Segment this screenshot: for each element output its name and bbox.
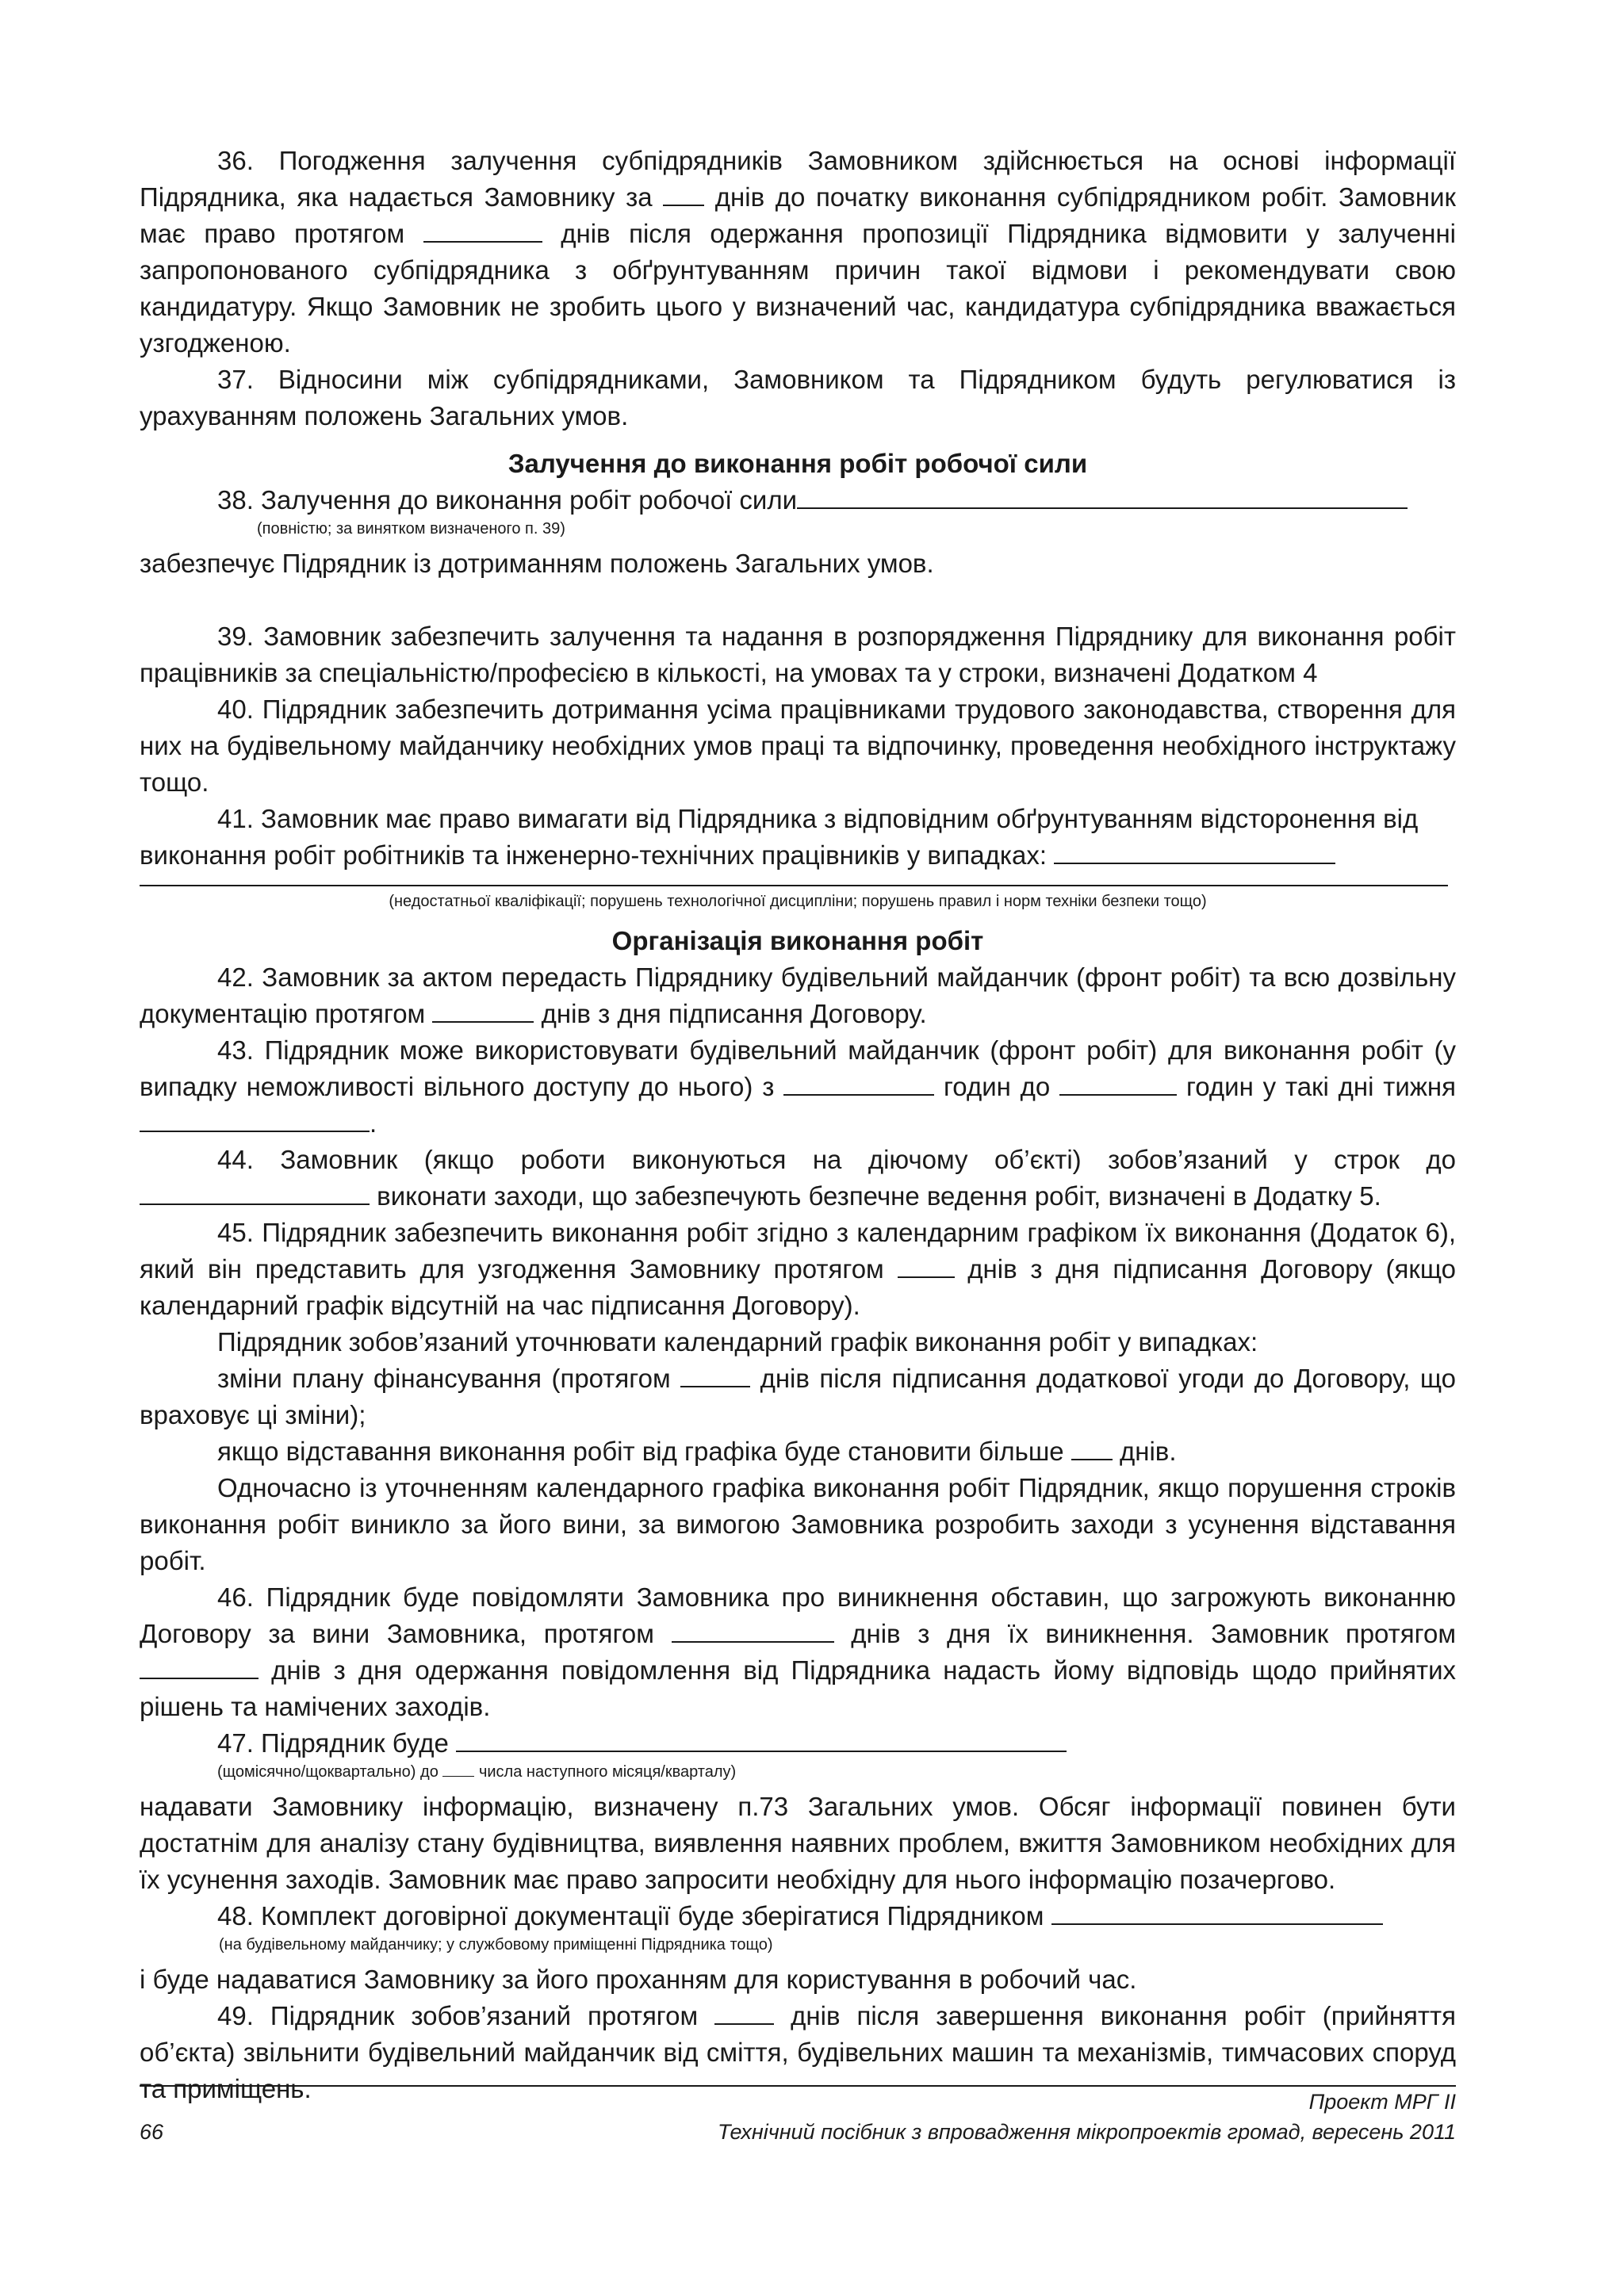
page-number: 66 xyxy=(140,2120,164,2144)
blank-field xyxy=(797,485,1408,509)
footer-divider xyxy=(140,2085,1456,2087)
blank-field xyxy=(663,182,704,206)
paragraph-47-cont: надавати Замовнику інформацію, визначену п.73 Загальних умов. Обсяг інформації повинен бути достатнім для аналізу стану будівництва, виявлення наявних проблем, вжиття Замовником необхідних для їх усунення заходів. Замовник має право запросити необхідну для нього інформацію позачергово. xyxy=(140,1792,1456,1894)
field-hint-48: (на будівельному майданчику; у службовому приміщенні Підрядника тощо) xyxy=(219,1936,773,1954)
paragraph-48-cont: і буде надаватися Замовнику за його проханням для користування в робочий час. xyxy=(140,1965,1137,1994)
paragraph-41: 41. Замовник має право вимагати від Підрядника з відповідним обґрунтуванням відсторонення від виконання робіт робітників та інженерно-технічних працівників у випадках: xyxy=(140,804,1419,870)
document-body xyxy=(140,143,1456,2107)
blank-field xyxy=(140,1108,370,1132)
paragraph-45-delay: якщо відставання виконання робіт від графіка буде становити більше днів. xyxy=(217,1437,1177,1466)
paragraph-36: 36. Погодження залучення субпідрядників Замовником здійснюється на основі інформації Підрядника, яка надається Замовнику за днів до початку виконання субпідрядником робіт. Замовник має право протягом днів після одержання пропозиції Підрядника відмовити у залученні запропонованого субпідрядника з обґрунтуванням причин такої відмови і рекомендувати свою кандидатуру. Якщо Замовник не зробить цього у визначений час, кандидатура субпідрядника вважається узгодженою. xyxy=(140,146,1457,358)
paragraph-44: 44. Замовник (якщо роботи виконуються на діючому об’єкті) зобов’язаний у строк до виконати заходи, що забезпечують безпечне ведення робіт, визначені в Додатку 5. xyxy=(140,1142,1456,1215)
paragraph-48: 48. Комплект договірної документації буде зберігатися Підрядником xyxy=(140,1898,1456,1934)
blank-field xyxy=(140,1655,259,1679)
blank-field xyxy=(1059,1072,1177,1096)
section-heading-organization: Організація виконання робіт xyxy=(611,926,984,955)
blank-field xyxy=(423,219,542,243)
field-hint-41: (недостатньої кваліфікації; порушень технологічної дисципліни; порушень правил і норм техніки безпеки тощо) xyxy=(389,893,1207,910)
paragraph-46: 46. Підрядник буде повідомляти Замовника про виникнення обставин, що загрожують виконанню Договору за вини Замовника, протягом днів з дня їх виникнення. Замовник протягом днів з дня одержання повідомлення від Підрядника надасть йому відповідь щодо прийнятих рішень та намічених заходів. xyxy=(140,1582,1457,1721)
blank-field xyxy=(1054,840,1335,864)
paragraph-47: 47. Підрядник буде xyxy=(140,1725,1456,1762)
paragraph-45: 45. Підрядник забезпечить виконання робіт згідно з календарним графіком їх виконання (Додаток 6), який він представить для узгодження Замовнику протягом днів з дня підписання Договору (якщо календарний графік відсутній на час підписання Договору). xyxy=(140,1218,1456,1320)
footer-publication: Технічний посібник з впровадження мікропроектів громад, вересень 2011 xyxy=(717,2120,1456,2144)
blank-field xyxy=(140,1181,370,1205)
blank-field xyxy=(680,1364,750,1387)
blank-field xyxy=(1051,1901,1383,1925)
paragraph-37: 37. Відносини між субпідрядниками, Замовником та Підрядником будуть регулюватися із урахуванням положень Загальних умов. xyxy=(140,365,1456,430)
paragraph-45-financing: зміни плану фінансування (протягом днів після підписання додаткової угоди до Договору, що враховує ці зміни); xyxy=(140,1364,1456,1429)
field-hint-47: (щомісячно/щоквартально) до числа наступного місяця/кварталу) xyxy=(217,1763,737,1781)
paragraph-45-cases: Підрядник зобов’язаний уточнювати календарний графік виконання робіт у випадках: xyxy=(217,1327,1258,1357)
blank-field xyxy=(898,1254,955,1278)
blank-field xyxy=(442,1762,474,1777)
paragraph-38: 38. Залучення до виконання робіт робочої сили xyxy=(140,482,1456,519)
paragraph-39: 39. Замовник забезпечить залучення та надання в розпорядження Підряднику для виконання робіт працівників за спеціальністю/професією в кількості, на умовах та у строки, визначені Додатком 4 xyxy=(140,622,1456,687)
paragraph-49: 49. Підрядник зобов’язаний протягом днів після завершення виконання робіт (прийняття об’єкта) звільнити будівельний майданчик від сміття, будівельних машин та механізмів, тимчасових споруд та приміщень. xyxy=(140,2001,1457,2103)
paragraph-38-cont: забезпечує Підрядник із дотриманням положень Загальних умов. xyxy=(140,549,934,578)
paragraph-45-measures: Одночасно із уточненням календарного графіка виконання робіт Підрядник, якщо порушення строків виконання робіт виникло за його вини, за вимогою Замовника розробить заходи з усунення відставання робіт. xyxy=(140,1473,1456,1575)
footer-project: Проект МРГ ІІ xyxy=(1308,2090,1456,2114)
paragraph-43: 43. Підрядник може використовувати будівельний майданчик (фронт робіт) для виконання робіт (у випадку неможливості вільного доступу до нього) з годин до годин у такі дні тижня . xyxy=(140,1035,1456,1138)
paragraph-42: 42. Замовник за актом передасть Підряднику будівельний майданчик (фронт робіт) та всю дозвільну документацію протягом днів з дня підписання Договору. xyxy=(140,962,1456,1028)
paragraph-40: 40. Підрядник забезпечить дотримання усіма працівниками трудового законодавства, створення для них на будівельному майданчику необхідних умов праці та відпочинку, проведення необхідного інструктажу тощо. xyxy=(140,695,1456,797)
blank-field xyxy=(432,999,534,1023)
section-heading-labour: Залучення до виконання робіт робочої сили xyxy=(508,449,1088,478)
blank-field xyxy=(672,1619,834,1643)
blank-field xyxy=(456,1728,1067,1752)
field-hint-38: (повністю; за винятком визначеного п. 39) xyxy=(257,520,565,538)
blank-line xyxy=(140,874,1448,886)
blank-field xyxy=(1071,1437,1113,1460)
blank-field xyxy=(783,1072,934,1096)
blank-field xyxy=(714,2001,774,2025)
